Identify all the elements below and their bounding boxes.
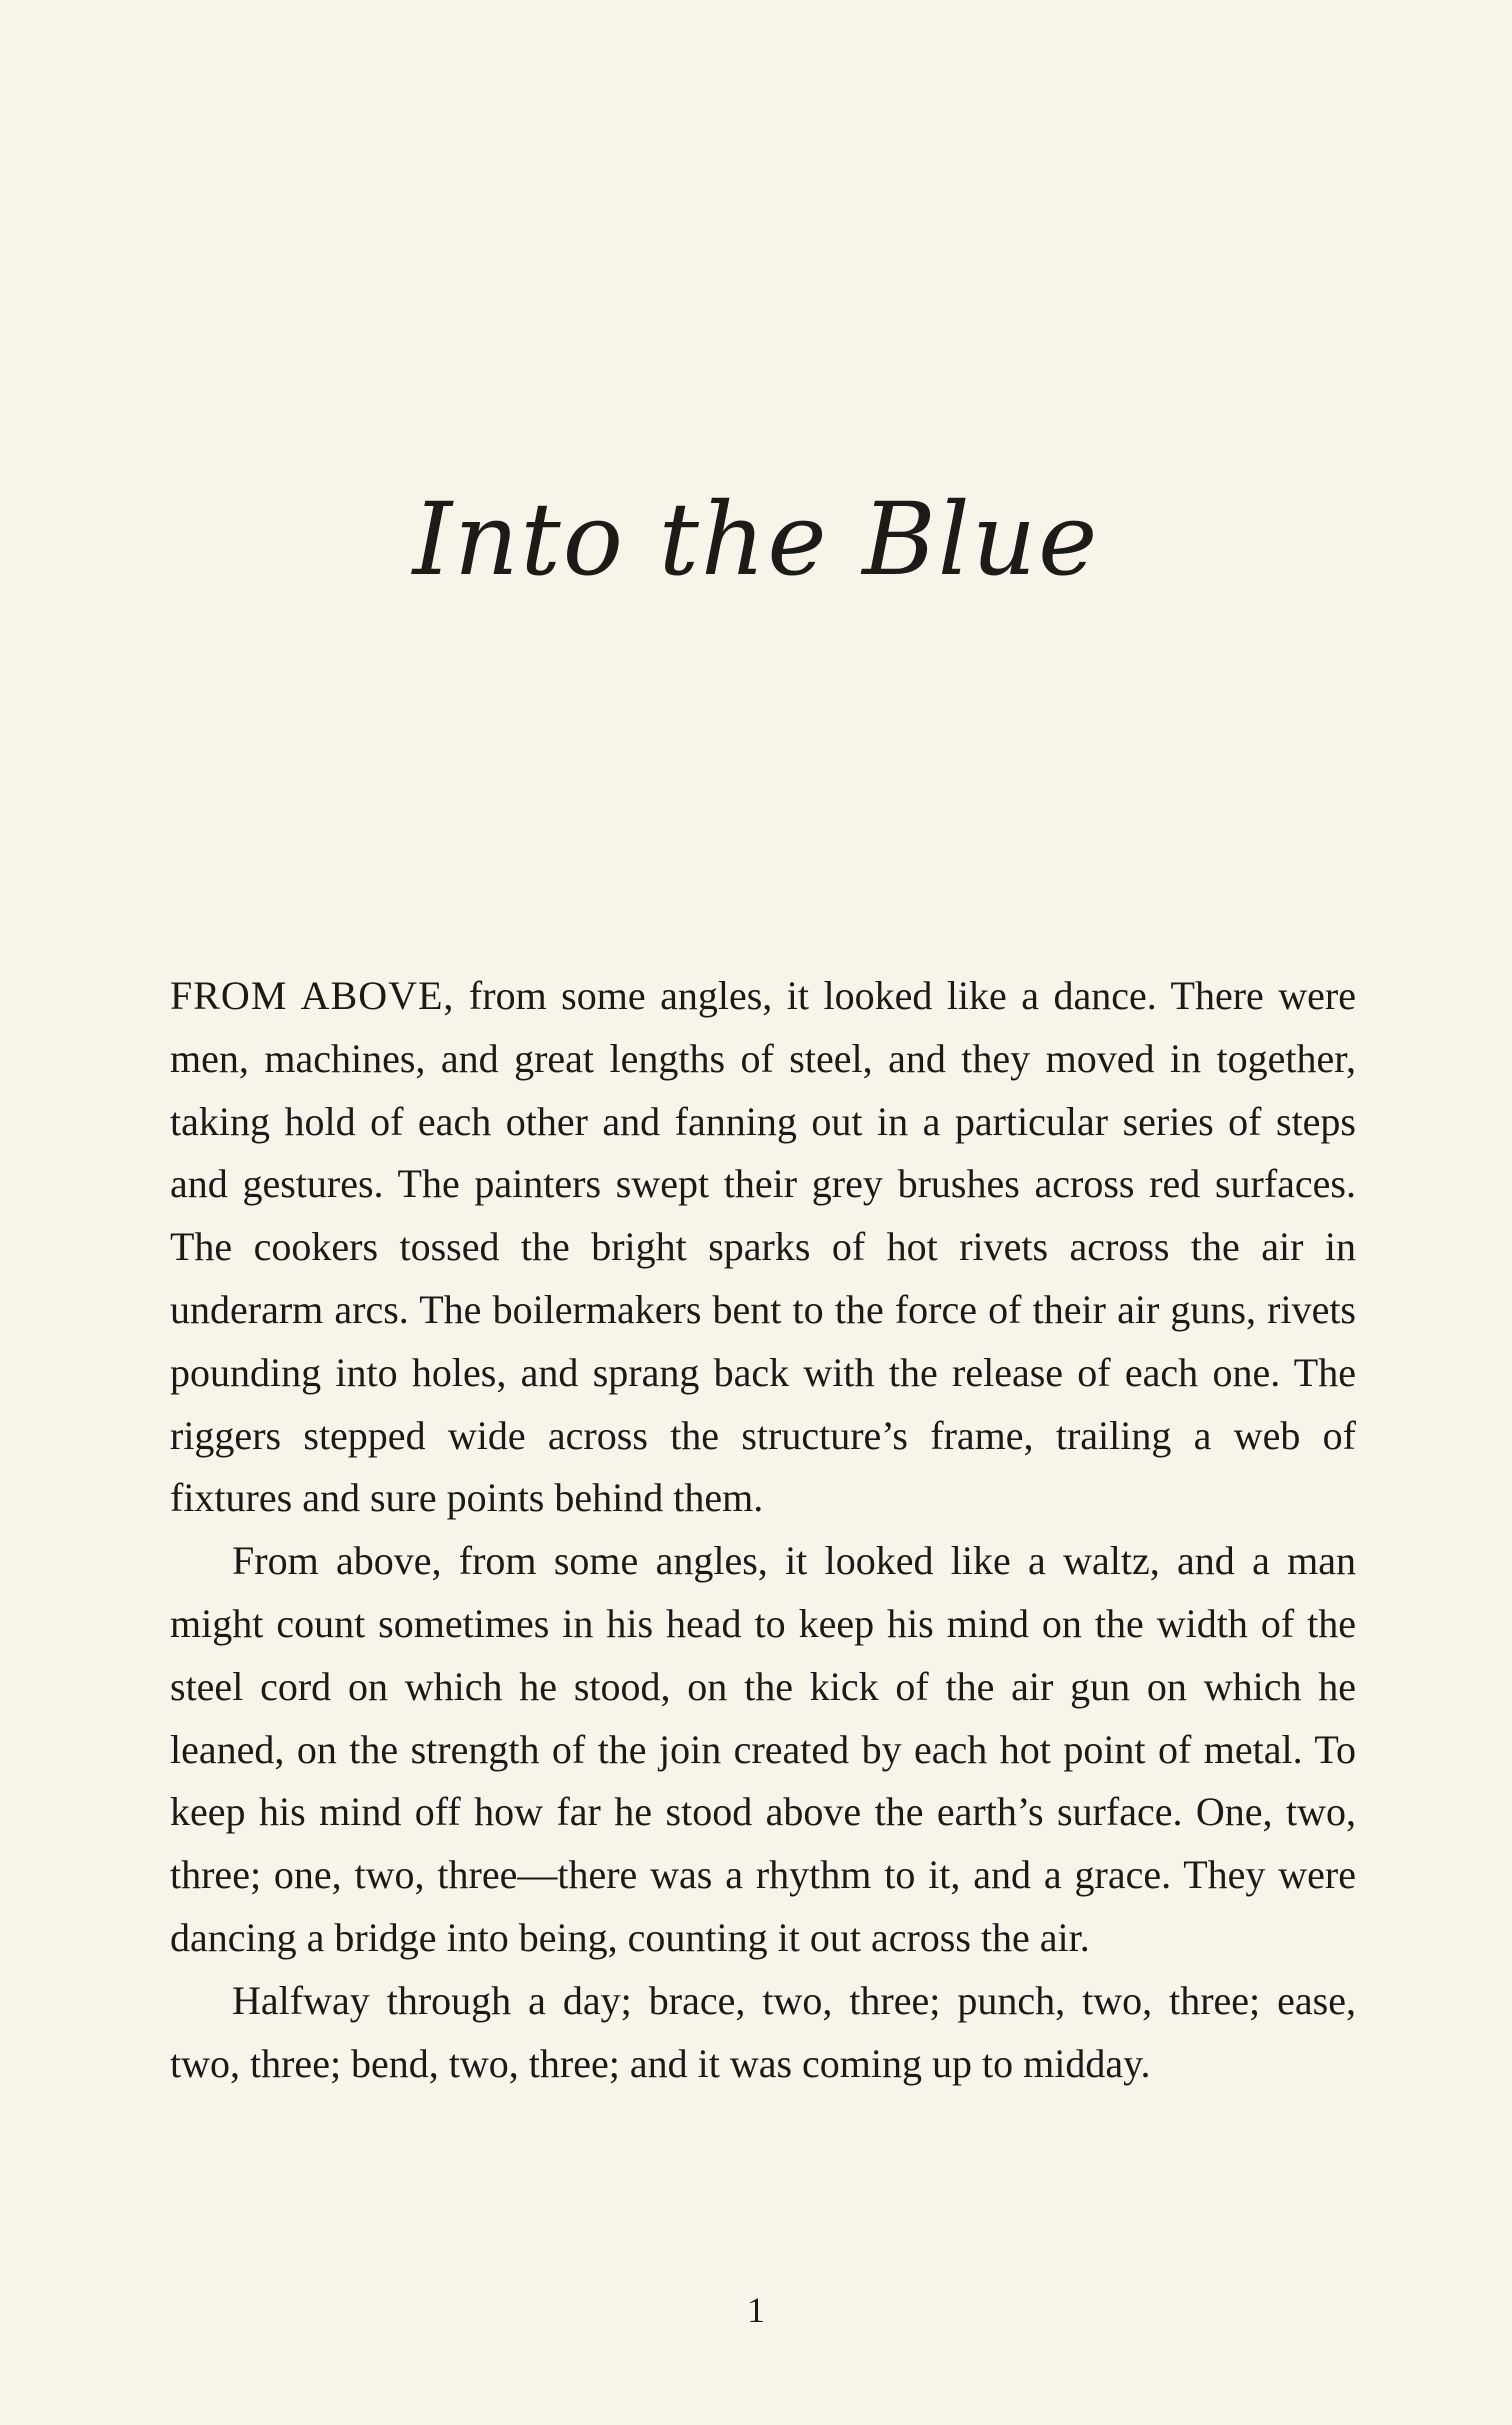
paragraph-1 — [170, 965, 1356, 1530]
chapter-body — [170, 965, 1356, 2095]
paragraph-2: From above, from some angles, it looked like a waltz, and a man might count sometimes in his head to keep his mind on the width of the steel cord on which he stood, on the kick of the air gun on which he leaned, on the strength of the join created by each hot point of metal. To keep his mind off how far he stood above the earth’s surface. One, two, three; one, two, three—there was a rhythm to it, and a grace. They were dancing a bridge into being, counting it out across the air. — [170, 1538, 1356, 1960]
paragraph-3: Halfway through a day; brace, two, three; punch, two, three; ease, two, three; bend, two, three; and it was coming up to midday. — [170, 1977, 1356, 2086]
page-number: 1 — [747, 2290, 765, 2330]
chapter-title: Into the Blue — [412, 481, 1100, 598]
paragraph-1-text: from some angles, it looked like a dance. There were men, machines, and great lengths of steel, and they moved in together, taking hold of each other and fanning out in a particular series of steps and gestures. The painters swept their grey brushes across red surfaces. The cookers tossed the bright sparks of hot rivets across the air in underarm arcs. The boilermakers bent to the force of their air guns, rivets pounding into holes, and sprang back with the release of each one. The riggers stepped wide across the structure’s frame, trailing a web of fixtures and sure points behind them. — [170, 973, 1356, 1521]
paragraph-1-lead: FROM ABOVE, — [170, 973, 455, 1018]
